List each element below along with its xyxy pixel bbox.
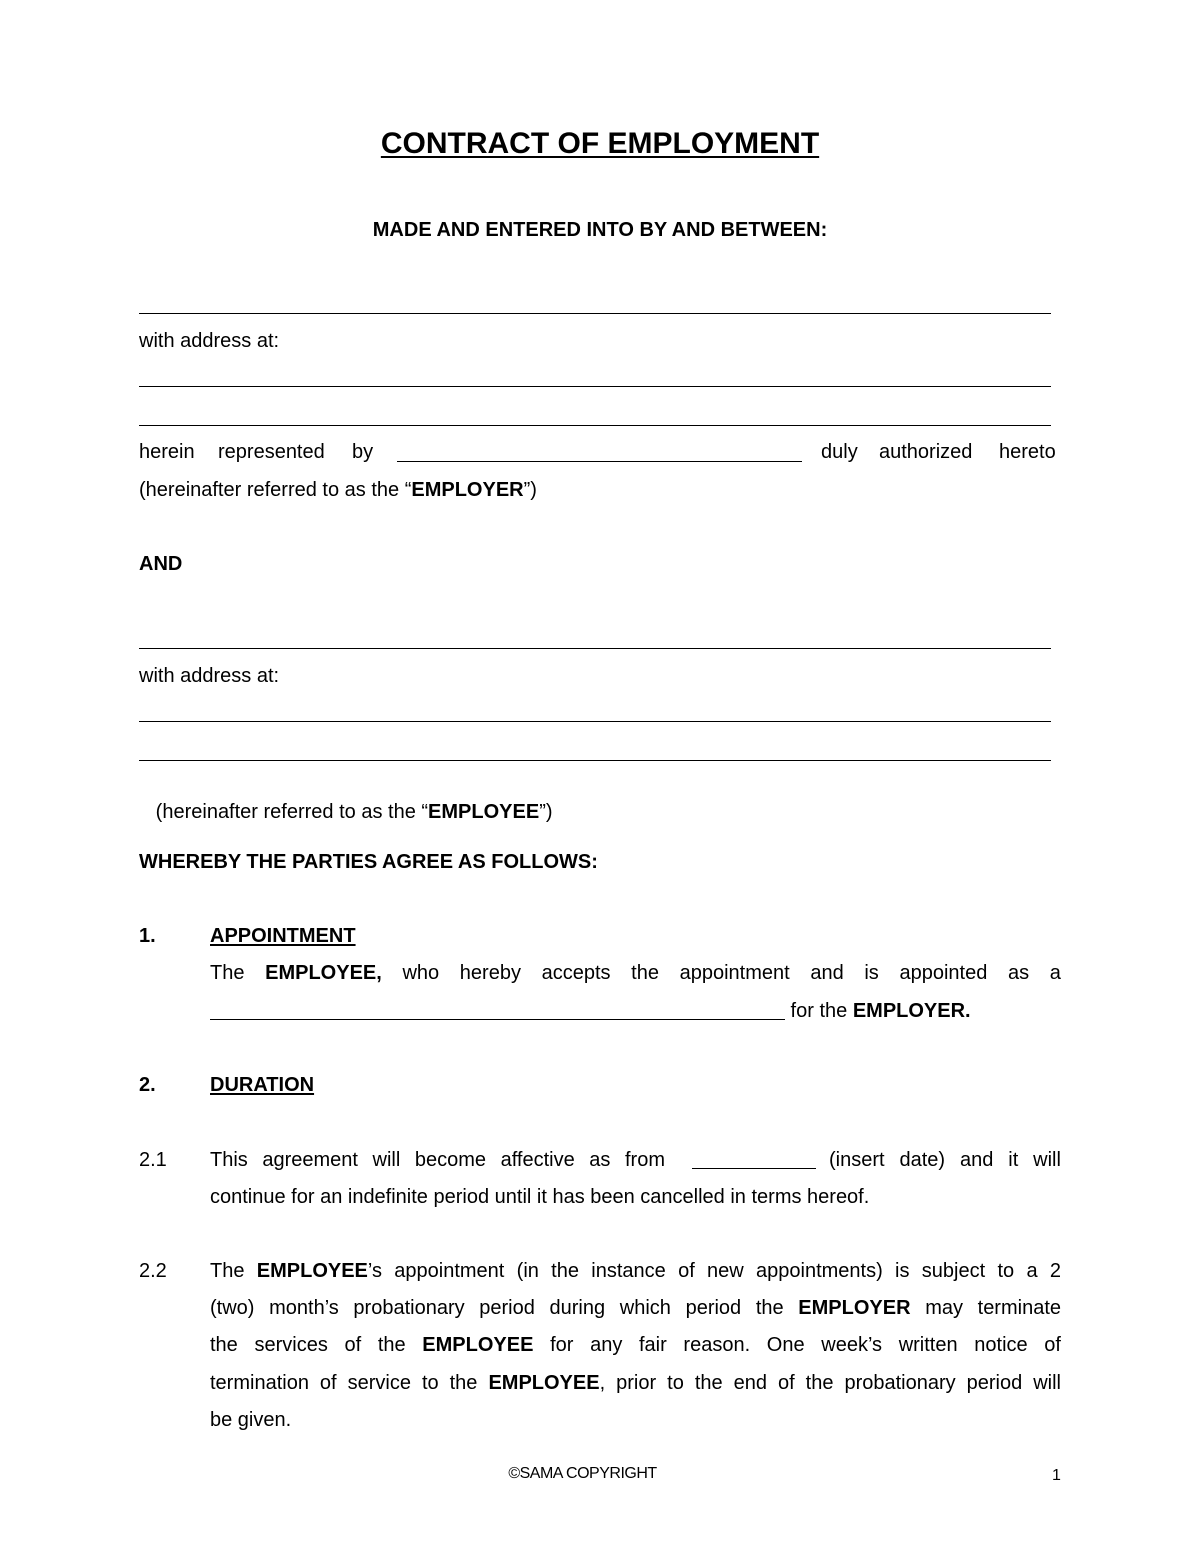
start-date-line: [692, 1168, 816, 1169]
clause-2-2-line-4: [210, 1371, 1061, 1395]
section-2-number: 2.: [139, 1074, 156, 1096]
employee-referred-suffix: ”): [539, 801, 553, 823]
s1-word: and: [810, 962, 844, 984]
c21-word: and: [959, 1149, 994, 1171]
section-1-title: APPOINTMENT: [210, 925, 356, 947]
c21-word: agreement: [262, 1149, 358, 1171]
footer-copyright: ©SAMA COPYRIGHT: [508, 1465, 657, 1482]
c21-word: (insert: [829, 1149, 885, 1171]
authorized-word-3: hereto: [999, 441, 1056, 463]
c22-l4-bold: EMPLOYEE: [488, 1372, 600, 1394]
s1-word: is: [864, 962, 879, 984]
employee-name-line: [139, 648, 1051, 649]
c21-word: date): [899, 1149, 946, 1171]
clause-2-2-number: 2.2: [139, 1260, 167, 1282]
c22-l3-bold: EMPLOYEE: [422, 1334, 534, 1356]
c22-l1-bold: EMPLOYEE: [256, 1260, 368, 1282]
clause-2-1-number: 2.1: [139, 1149, 167, 1171]
c22-l2-post: may terminate: [910, 1297, 1061, 1319]
employer-address-line-1: [139, 386, 1051, 387]
c21-word: from: [624, 1149, 665, 1171]
employee-address-label: with address at:: [139, 665, 280, 687]
c21-word: as: [589, 1149, 611, 1171]
c21-word: become: [414, 1149, 487, 1171]
section-1-line-2: [785, 999, 971, 1023]
footer-page-number: 1: [1052, 1467, 1061, 1484]
s1-word-employee: EMPLOYEE,: [265, 962, 382, 984]
s1-for-the: for the: [785, 1000, 853, 1022]
s1-word: appointment: [679, 962, 790, 984]
s1-word: the: [631, 962, 659, 984]
s1-word: accepts: [541, 962, 611, 984]
clause-2-2-line-2: [210, 1296, 1061, 1320]
c21-word: will: [1033, 1149, 1061, 1171]
agree-heading: WHEREBY THE PARTIES AGREE AS FOLLOWS:: [139, 851, 598, 873]
c22-l1-pre: The: [210, 1260, 257, 1282]
representative-name-line: [397, 461, 802, 462]
c22-l4-post: , prior to the end of the probationary period will: [599, 1372, 1061, 1394]
represented-word-2: represented: [218, 441, 325, 463]
employer-party-label: EMPLOYER: [411, 479, 524, 501]
employee-referred-line: [139, 776, 553, 824]
employer-address-label: with address at:: [139, 330, 280, 352]
section-1-line-1: [210, 961, 1061, 985]
clause-2-1-line-2: continue for an indefinite period until it has been cancelled in terms hereof.: [210, 1186, 870, 1208]
employee-party-label: EMPLOYEE: [428, 801, 540, 823]
s1-word: hereby: [459, 962, 521, 984]
employer-name-line: [139, 313, 1051, 314]
clause-2-2-line-1: [210, 1259, 1061, 1283]
authorized-word-1: duly: [821, 441, 858, 463]
clause-2-2-line-5: be given.: [210, 1409, 292, 1431]
c22-l3-post: for any fair reason. One week’s written notice of: [533, 1334, 1061, 1356]
s1-word: a: [1049, 962, 1061, 984]
c21-word: This: [210, 1149, 248, 1171]
s1-word: as: [1007, 962, 1030, 984]
s1-employer: EMPLOYER.: [852, 1000, 971, 1022]
c22-l2-pre: (two) month’s probationary period during which period the: [210, 1297, 799, 1319]
employee-address-line-1: [139, 721, 1051, 722]
document-title: CONTRACT OF EMPLOYMENT: [380, 127, 820, 160]
employer-referred-suffix: ”): [523, 479, 537, 501]
clause-2-1-line-1-left: [210, 1148, 665, 1172]
represented-word-1: herein: [139, 441, 195, 463]
c21-word: it: [1008, 1149, 1019, 1171]
employee-address-line-2: [139, 760, 1051, 761]
section-2-title: DURATION: [210, 1074, 315, 1096]
c22-l1-post: ’s appointment (in the instance of new appointments) is subject to a 2: [367, 1260, 1061, 1282]
c22-l2-bold: EMPLOYER: [798, 1297, 911, 1319]
position-title-line: [210, 1019, 785, 1020]
s1-word: who: [402, 962, 440, 984]
c22-l3-pre: the services of the: [210, 1334, 423, 1356]
clause-2-2-line-3: [210, 1333, 1061, 1357]
section-1-number: 1.: [139, 925, 156, 947]
represented-word-3: by: [352, 441, 374, 463]
employer-referred-line: [139, 478, 537, 502]
authorized-word-2: authorized: [879, 441, 973, 463]
c21-word: affective: [500, 1149, 575, 1171]
c22-l4-pre: termination of service to the: [210, 1372, 489, 1394]
employer-represented-row: [139, 440, 1061, 464]
and-label: AND: [139, 553, 183, 575]
employer-address-line-2: [139, 425, 1051, 426]
document-subtitle: MADE AND ENTERED INTO BY AND BETWEEN:: [372, 219, 828, 241]
s1-word: appointed: [899, 962, 988, 984]
s1-word: The: [210, 962, 245, 984]
c21-word: will: [372, 1149, 401, 1171]
employee-referred-prefix: (hereinafter referred to as the “: [150, 801, 429, 823]
employer-referred-prefix: (hereinafter referred to as the “: [139, 479, 412, 501]
clause-2-1-line-1-right: [829, 1148, 1061, 1172]
